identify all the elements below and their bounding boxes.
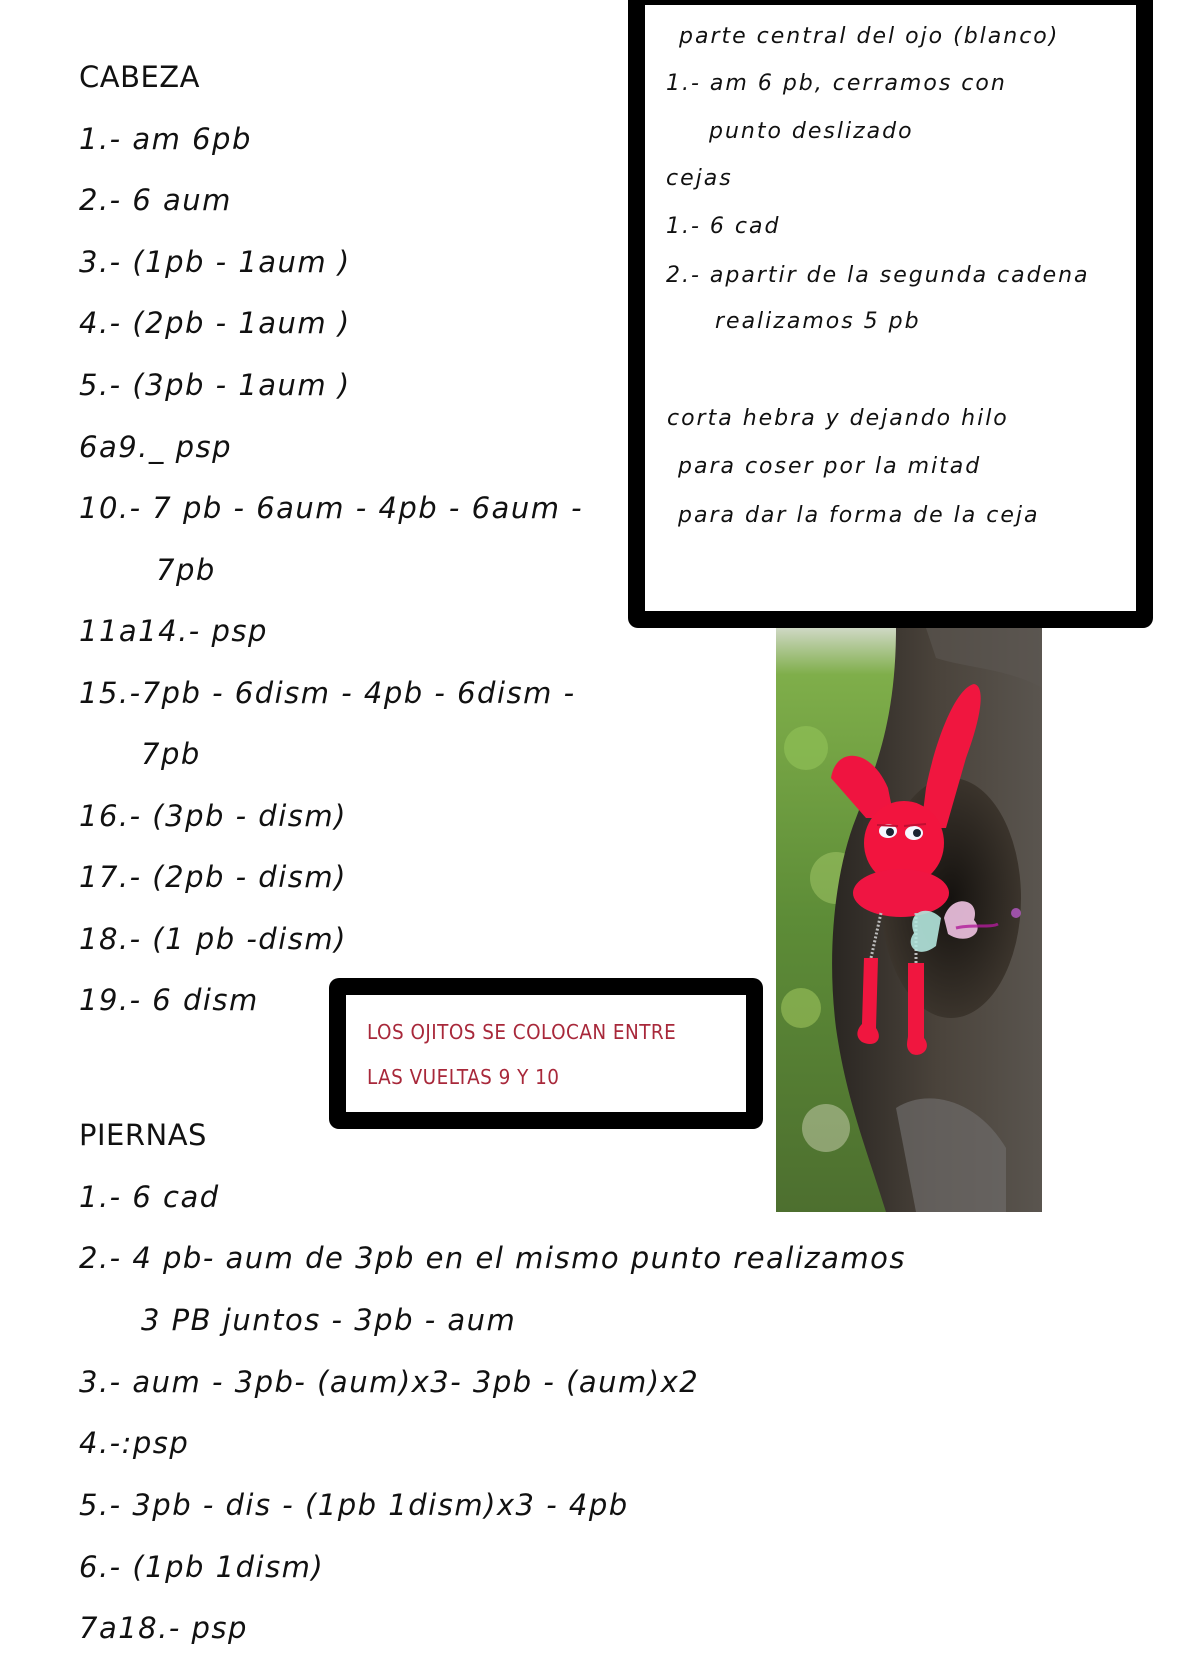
piernas-row: 2.- 4 pb- aum de 3pb en el mismo punto realizamos: [79, 1241, 907, 1275]
amigurumi-photo: [776, 628, 1042, 1212]
eye-note-line: LAS VUELTAS 9 Y 10: [367, 1065, 560, 1089]
cabeza-row: 4.- (2pb - 1aum ): [79, 306, 351, 340]
cabeza-row: 16.- (3pb - dism): [79, 799, 347, 833]
eye-and-eyebrow-notes-box: [628, 0, 1153, 628]
notes-line: corta hebra y dejando hilo: [667, 406, 1009, 431]
cabeza-heading: CABEZA: [79, 60, 201, 94]
piernas-row-continuation: 3 PB juntos - 3pb - aum: [141, 1303, 517, 1337]
cabeza-row: 18.- (1 pb -dism): [79, 922, 347, 956]
notes-line: parte central del ojo (blanco): [679, 24, 1060, 49]
bunny-photo-illustration: [776, 628, 1042, 1212]
cabeza-row: 5.- (3pb - 1aum ): [79, 368, 351, 402]
cabeza-row: 10.- 7 pb - 6aum - 4pb - 6aum -: [79, 491, 584, 525]
piernas-row: 3.- aum - 3pb- (aum)x3- 3pb - (aum)x2: [79, 1365, 700, 1399]
notes-subheading-cejas: cejas: [666, 166, 733, 191]
piernas-row: 5.- 3pb - dis - (1pb 1dism)x3 - 4pb: [79, 1488, 629, 1522]
piernas-row: 7a18.- psp: [79, 1611, 248, 1645]
eye-note-line: LOS OJITOS SE COLOCAN ENTRE: [367, 1020, 677, 1044]
notes-line: 2.- apartir de la segunda cadena: [666, 263, 1090, 288]
piernas-row: 1.- 6 cad: [79, 1180, 220, 1214]
notes-line: realizamos 5 pb: [715, 309, 921, 334]
piernas-row: 4.-:psp: [79, 1426, 190, 1460]
cabeza-row-continuation: 7pb: [156, 553, 216, 587]
notes-line: punto deslizado: [709, 119, 914, 144]
cabeza-row-continuation: 7pb: [141, 737, 201, 771]
notes-line: para coser por la mitad: [678, 454, 982, 479]
piernas-row: 6.- (1pb 1dism): [79, 1550, 325, 1584]
cabeza-row: 3.- (1pb - 1aum ): [79, 245, 351, 279]
cabeza-row: 1.- am 6pb: [79, 122, 252, 156]
cabeza-row: 19.- 6 dism: [79, 983, 259, 1017]
eye-placement-note-box: [329, 978, 763, 1129]
cabeza-row: 17.- (2pb - dism): [79, 860, 347, 894]
piernas-heading: PIERNAS: [79, 1118, 207, 1152]
notes-line: para dar la forma de la ceja: [678, 503, 1040, 528]
cabeza-row: 6a9._ psp: [79, 430, 233, 464]
notes-line: 1.- 6 cad: [666, 214, 781, 239]
cabeza-row: 15.-7pb - 6dism - 4pb - 6dism -: [79, 676, 576, 710]
cabeza-row: 11a14.- psp: [79, 614, 268, 648]
notes-line: 1.- am 6 pb, cerramos con: [666, 71, 1007, 96]
cabeza-row: 2.- 6 aum: [79, 183, 232, 217]
